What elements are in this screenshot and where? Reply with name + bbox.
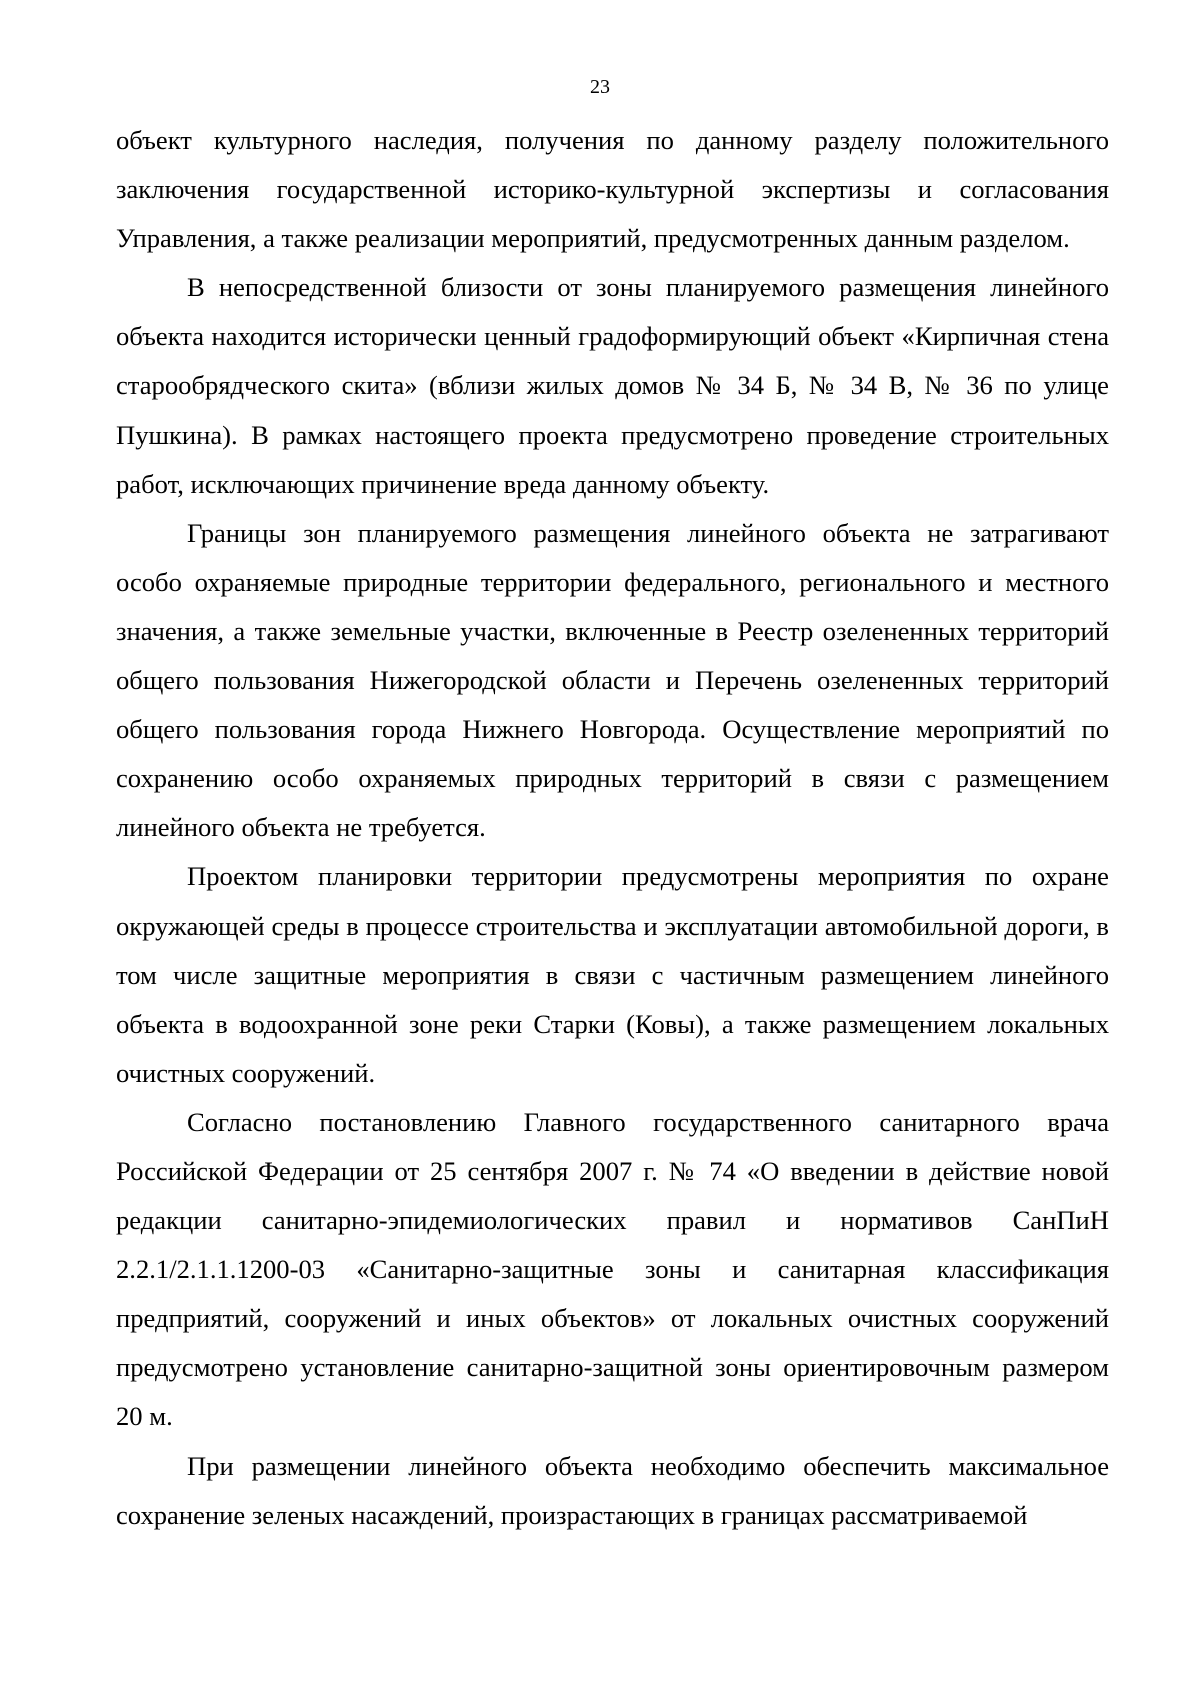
paragraph-5: Согласно постановлению Главного государственного санитарного врача Российской Федерации от 25 сентября 2007 г. № 74 «О введении в действие новой редакции санитарно-эпидемиологических правил и нормативов СанПиН 2.2.1/2.1.1.1200-03 «Санитарно-защитные зоны и санитарная классификация предприятий, сооружений и иных объектов» от локальных очистных сооружений предусмотрено установление санитарно-защитной зоны ориентировочным размером 20 м.	[116, 1106, 1109, 1432]
paragraph-1: объект культурного наследия, получения по данному разделу положительного заключения государственной историко-культурной экспертизы и согласования Управления, а также реализации мероприятий, предусмотренных данным разделом.	[116, 125, 1109, 254]
paragraph-6: При размещении линейного объекта необходимо обеспечить максимальное сохранение зеленых насаждений, произрастающих в границах рассматриваемой	[116, 1450, 1109, 1530]
paragraph-3: Границы зон планируемого размещения линейного объекта не затрагивают особо охраняемые природные территории федерального, регионального и местного значения, а также земельные участки, включенные в Реестр озелененных территорий общего пользования Нижегородской области и Перечень озелененных территорий общего пользования города Нижнего Новгорода. Осуществление мероприятий по сохранению особо охраняемых природных территорий в связи с размещением линейного объекта не требуется.	[116, 517, 1109, 843]
paragraph-2: В непосредственной близости от зоны планируемого размещения линейного объекта находится исторически ценный градоформирующий объект «Кирпичная стена старообрядческого скита» (вблизи жилых домов № 34 Б, № 34 В, № 36 по улице Пушкина). В рамках настоящего проекта предусмотрено проведение строительных работ, исключающих причинение вреда данному объекту.	[116, 272, 1109, 499]
body-text	[116, 116, 1109, 1540]
page-number: 23	[590, 76, 610, 98]
paragraph-4: Проектом планировки территории предусмотрены мероприятия по охране окружающей среды в процессе строительства и эксплуатации автомобильной дороги, в том числе защитные мероприятия в связи с частичным размещением линейного объекта в водоохранной зоне реки Старки (Ковы), а также размещением локальных очистных сооружений.	[116, 861, 1109, 1088]
